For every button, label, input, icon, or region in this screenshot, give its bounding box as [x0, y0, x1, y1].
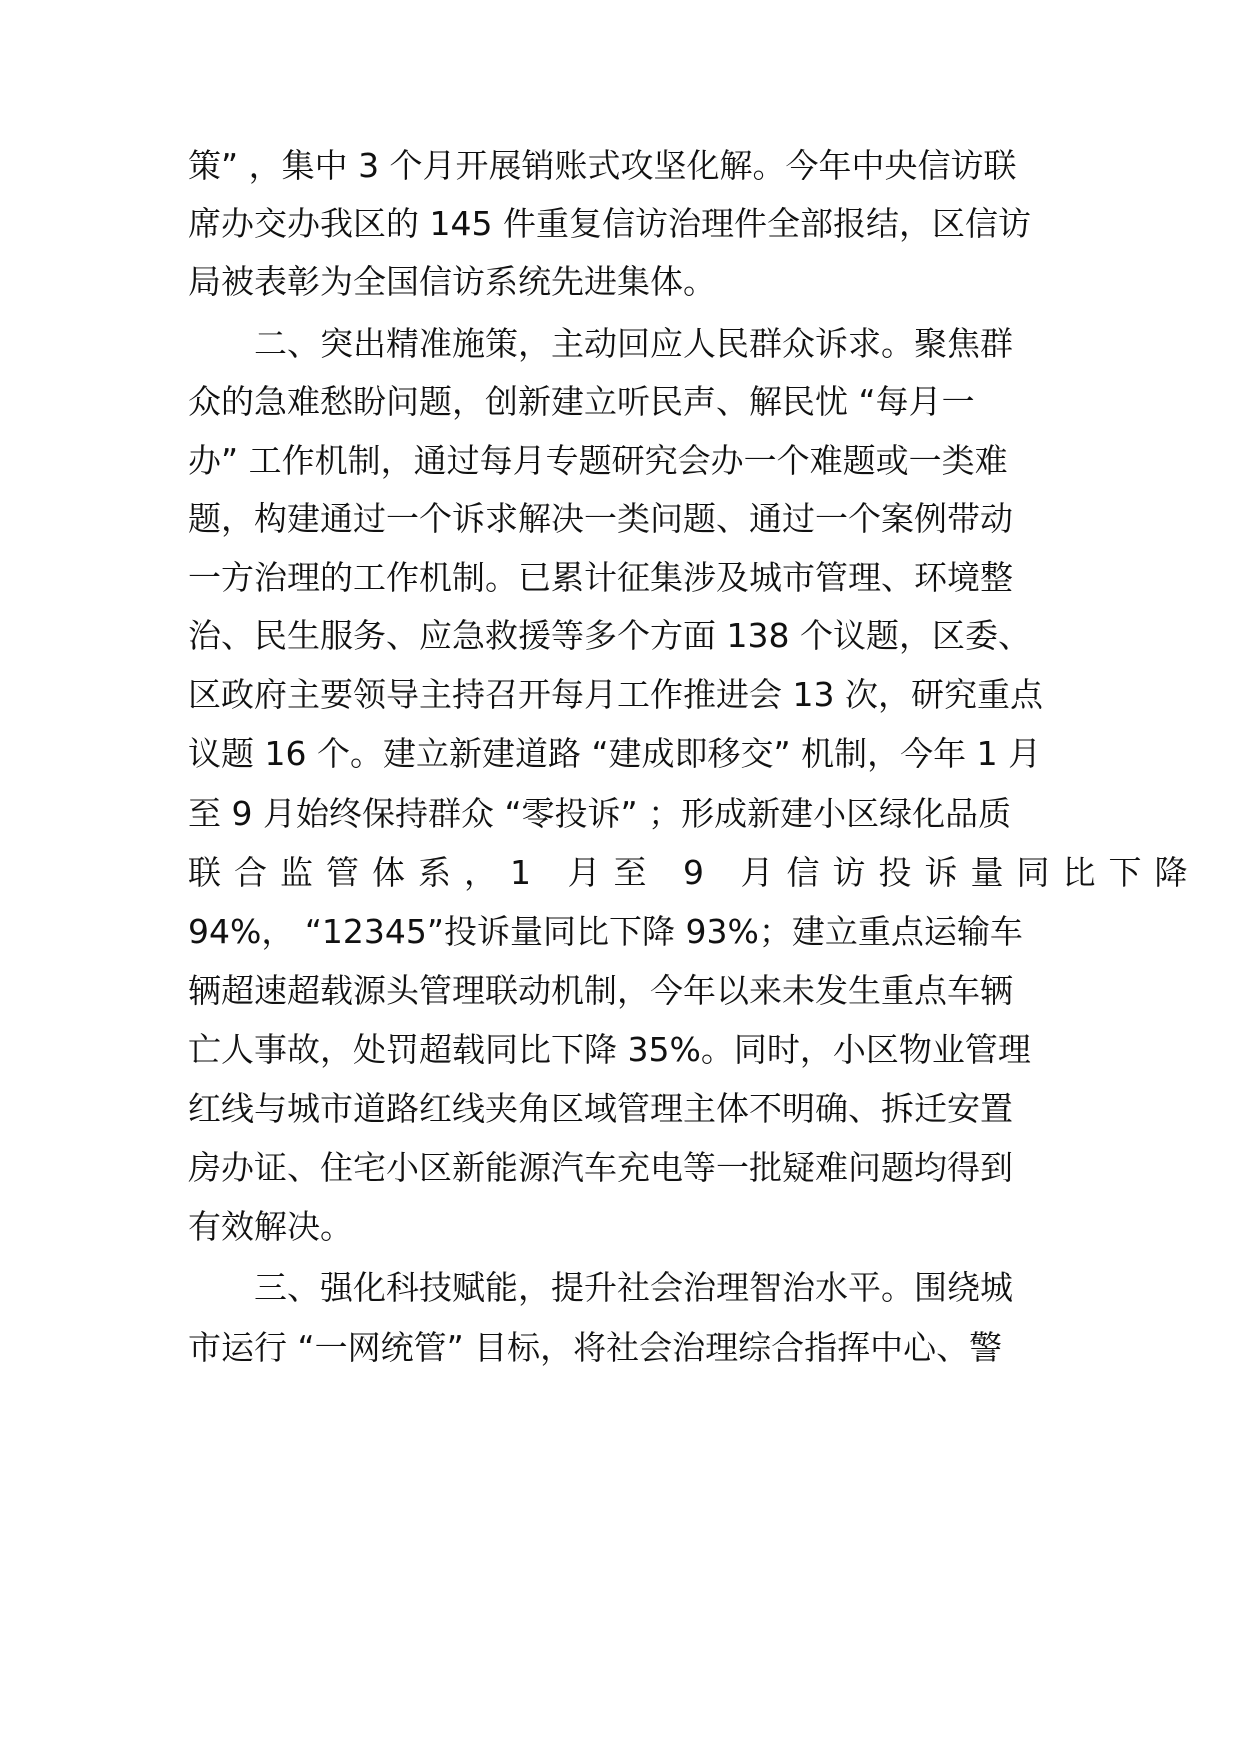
text-line: 一方治理的工作机制。已累计征集涉及城市管理、环境整 — [188, 558, 1013, 597]
text-line: 市运行 “一网统管” 目标，将社会治理综合指挥中心、警 — [188, 1328, 1003, 1367]
paragraph-heading-line: 二、突出精准施策，主动回应人民群众诉求。聚焦群 — [254, 324, 1013, 363]
text-line: 区政府主要领导主持召开每月工作推进会 13 次，研究重点 — [188, 675, 1043, 714]
text-line: 题，构建通过一个诉求解决一类问题、通过一个案例带动 — [188, 499, 1013, 538]
text-line: 94%， “12345”投诉量同比下降 93%；建立重点运输车 — [188, 912, 1023, 951]
text-line: 至 9 月始终保持群众 “零投诉” ；形成新建小区绿化品质 — [188, 794, 1012, 833]
text-line: 局被表彰为全国信访系统先进集体。 — [188, 262, 716, 301]
paragraph-heading-line: 三、强化科技赋能，提升社会治理智治水平。围绕城 — [254, 1268, 1013, 1307]
text-line: 众的急难愁盼问题，创新建立听民声、解民忧 “每月一 — [188, 382, 975, 421]
text-line: 办” 工作机制，通过每月专题研究会办一个难题或一类难 — [188, 441, 1008, 480]
text-line: 有效解决。 — [188, 1207, 353, 1246]
text-line: 议题 16 个。建立新建道路 “建成即移交” 机制，今年 1 月 — [188, 734, 1042, 773]
text-line: 辆超速超载源头管理联动机制，今年以来未发生重点车辆 — [188, 971, 1013, 1010]
text-line: 联合监管体系，1 月至 9 月信访投诉量同比下降 — [188, 853, 1201, 892]
text-line: 席办交办我区的 145 件重复信访治理件全部报结，区信访 — [188, 204, 1031, 243]
text-line: 治、民生服务、应急救援等多个方面 138 个议题，区委、 — [188, 616, 1031, 655]
text-line: 策” ，集中 3 个月开展销账式攻坚化解。今年中央信访联 — [188, 146, 1017, 185]
text-line: 房办证、住宅小区新能源汽车充电等一批疑难问题均得到 — [188, 1148, 1013, 1187]
text-line: 亡人事故，处罚超载同比下降 35%。同时，小区物业管理 — [188, 1030, 1031, 1069]
text-line: 红线与城市道路红线夹角区域管理主体不明确、拆迁安置 — [188, 1089, 1013, 1128]
